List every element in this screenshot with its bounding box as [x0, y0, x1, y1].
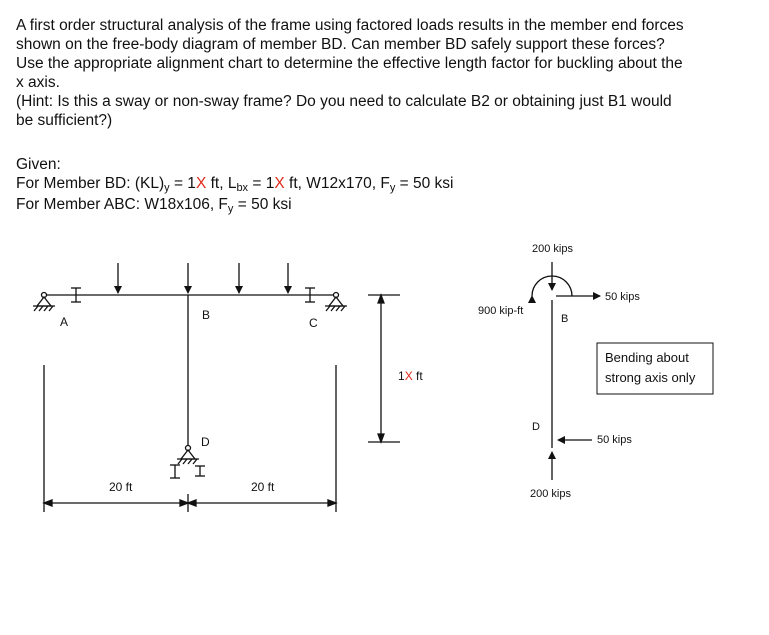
- fbd-bottom-load: 200 kips: [530, 488, 571, 500]
- free-body-diagram: [532, 262, 600, 480]
- fbd-top-load: 200 kips: [532, 243, 573, 255]
- note-line-2: strong axis only: [605, 370, 696, 385]
- x-variable: X: [274, 175, 285, 192]
- fbd-top-shear: 50 kips: [605, 291, 640, 303]
- given-abc-line: For Member ABC: W18x106, Fy = 50 ksi: [16, 196, 292, 215]
- given-bd-line: For Member BD: (KL)y = 1X ft, Lbx = 1X ft, W12x170, Fy = 50 ksi: [16, 175, 454, 194]
- frame-structure: [33, 263, 400, 512]
- pin-support-d-icon: [177, 446, 199, 465]
- dimension-right: 20 ft: [251, 480, 275, 494]
- height-dimension: 1X ft: [398, 369, 423, 383]
- hint-line-2: be sufficient?): [16, 112, 113, 129]
- hint-line-1: (Hint: Is this a sway or non-sway frame? Do you need to calculate B2 or obtaining just B1 would: [16, 93, 672, 110]
- given-title: Given:: [16, 156, 61, 173]
- problem-line-3: Use the appropriate alignment chart to determine the effective length factor for buckling about the: [16, 55, 683, 72]
- label-d: D: [201, 435, 210, 449]
- problem-line-1: A first order structural analysis of the frame using factored loads results in the member end forces: [16, 17, 684, 34]
- label-a: A: [60, 315, 69, 329]
- label-b: B: [202, 308, 211, 322]
- label-c: C: [309, 316, 318, 330]
- note-line-1: Bending about: [605, 350, 689, 365]
- fbd-label-d: D: [532, 421, 540, 433]
- fbd-moment: 900 kip-ft: [478, 305, 524, 317]
- dimension-left: 20 ft: [109, 480, 133, 494]
- problem-line-4: x axis.: [16, 74, 60, 91]
- fbd-bottom-shear: 50 kips: [597, 434, 632, 446]
- x-variable: X: [195, 175, 207, 192]
- problem-line-2: shown on the free-body diagram of member BD. Can member BD safely support these forces?: [16, 36, 665, 53]
- i-section-column-icon: [170, 465, 205, 478]
- fbd-label-b: B: [561, 313, 569, 325]
